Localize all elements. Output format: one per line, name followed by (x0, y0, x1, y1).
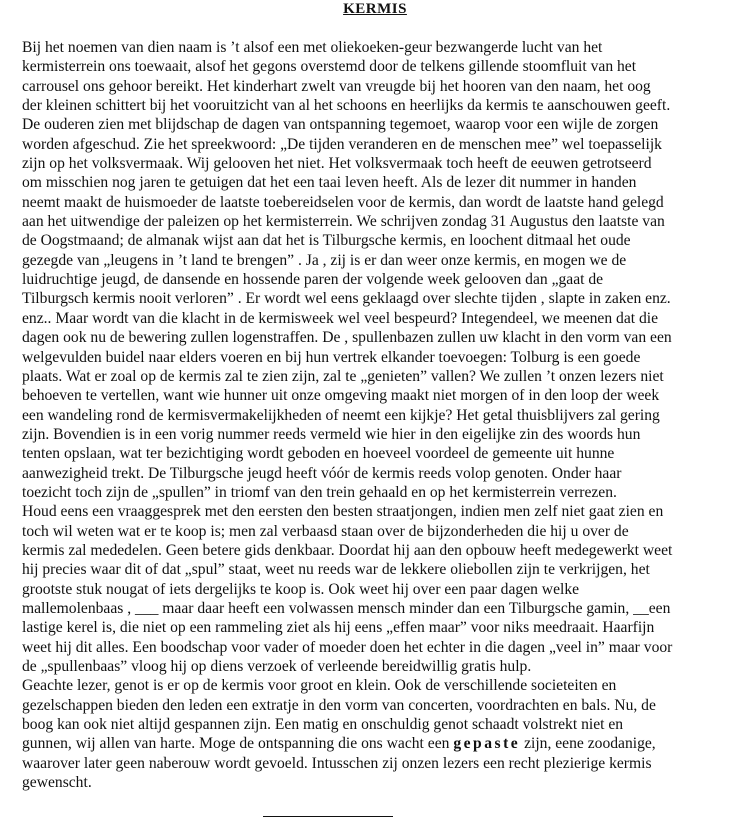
text-line-emphasis (22, 734, 734, 753)
text-line: gezegde van „leugens in ’t land te brengen” . Ja , zij is er dan weer onze kermis, en mogen we de (22, 251, 627, 269)
text-line: hij precies waar dit of dat „spul” staat, weet nu reeds war de lekkere oliebollen zijn te verkrijgen, het (22, 561, 650, 579)
text-line: luidruchtige jeugd, de dansende en hossende paren der volgende week gelooven dan „gaat de (22, 271, 604, 289)
emphasized-word: gepaste (453, 735, 521, 753)
text-line: mallemolenbaas , ___ maar daar heeft een volwassen mensch minder dan een Tilburgsche gamin, __een (22, 599, 671, 617)
text-line: om misschien nog jaren te getuigen dat het een taai leven heeft. Als de lezer dit nummer in handen (22, 174, 637, 192)
article-body (22, 38, 734, 792)
text-line: kermisterrein ons toewaait, alsof het gegons overstemd door de telkens gillende stoomfluit van het (22, 58, 637, 76)
text-line: de Oogstmaand; de almanak wijst aan dat het is Tilburgsche kermis, en loochent ditmaal het oude (22, 232, 631, 250)
text-line: Geachte lezer, genot is er op de kermis voor groot en klein. Ook de verschillende societeiten en (22, 677, 617, 695)
text-line: de „spullenbaas” vloog hij op diens verzoek of verleende bereidwillig gratis hulp. (22, 658, 532, 675)
text-line: De ouderen zien met blijdschap de dagen van ontspanning tegemoet, waarop voor een wijle de zorgen (22, 116, 659, 134)
text-line: grootste stuk nougat of iets dergelijks te koop is. Ook weet hij over een paar dagen welke (22, 580, 580, 598)
text-line: weet hij dit alles. Een boodschap voor vader of moeder doen het echter in die dagen „veel in” maar voor (22, 638, 673, 656)
text-line: lastige kerel is, die niet op een rammeling ziet als hij eens „effen maar” voor niks meedraait. Haarfijn (22, 619, 655, 637)
text-line: carrousel ons gehoor bereikt. Het kinderhart zwelt van vreugde bij het hooren van den naam, het oog (22, 77, 651, 95)
text-line: worden afgeschud. Zie het spreekwoord: „De tijden veranderen en de menschen mee” wel toepasselijk (22, 135, 662, 153)
text-line: gezelschappen bieden den leden een extratje in den vorm van concerten, voordrachten en bals. Nu, de (22, 696, 656, 714)
text-line: dagen ook nu de bewering zullen logenstraffen. De , spullenbazen zullen uw klacht in den vorm van een (22, 329, 672, 347)
text-line: tenten opslaan, wat ter bezichtiging wordt geboden en hoeveel voordeel de gemeente uit hunne (22, 445, 615, 463)
text-line: zijn op het volksvermaak. Wij gelooven het niet. Het volksvermaak toch heeft de eeuwen getrotseerd (22, 155, 652, 173)
text-line: aan het uitwendige der paleizen op het kermisterrein. We schrijven zondag 31 Augustus den laatste van (22, 213, 665, 231)
text-line: boog kan ook niet altijd gespannen zijn. Een matig en onschuldig genot schaadt volstrekt niet en (22, 716, 624, 734)
text-line: Houd eens een vraaggesprek met den eersten den besten straatjongen, indien men zelf niet gaat zien en (22, 503, 664, 521)
text-line: der kleinen schittert bij het vooruitzicht van al het schoons en heerlijks da kermis te aanschouwen geeft. (22, 97, 671, 115)
text-segment: gunnen, wij allen van harte. Moge de ontspanning die ons wacht een (22, 735, 454, 753)
text-line: welgevulden buidel naar elders voeren en bij hun vertrek elkander toevoegen: Tolburg is een goede (22, 348, 641, 366)
text-line: plaats. Wat er zoal op de kermis zal te zien zijn, zal te „genieten” vallen? We zullen ’t onzen lezers niet (22, 367, 664, 385)
text-line: aanwezigheid trekt. De Tilburgsche jeugd heeft vóór de kermis reeds volop genoten. Onder haar (22, 464, 622, 482)
text-line: Tilburgsch kermis nooit verloren” . Er wordt wel eens geklaagd over slechte tijden , slapte in zaken enz. (22, 290, 671, 308)
text-line: gewenscht. (22, 774, 92, 792)
end-rule (263, 816, 393, 817)
text-line: enz.. Maar wordt van die klacht in de kermisweek wel veel bespeurd? Integendeel, we meenen dat die (22, 309, 659, 327)
text-line: Bij het noemen van dien naam is ’t alsof een met oliekoeken-geur bezwangerde lucht van het (22, 39, 603, 56)
text-line: neemt maakt de huismoeder de laatste toebereidselen voor de kermis, dan wordt de laatste hand gelegd (22, 193, 664, 211)
article-title: KERMIS (343, 1, 407, 17)
text-line: een wandeling rond de kermisvermakelijkheden of neemt een kijkje? Het getal thuisblijvers zal gering (22, 406, 660, 424)
text-line: kermis zal mededelen. Geen betere gids denkbaar. Doordat hij aan den opbouw heeft medegewerkt weet (22, 541, 673, 559)
text-line: toezicht toch zijn de „spullen” in triomf van den trein gehaald en op het kermisterrein verrezen. (22, 483, 617, 501)
text-line: waarover later geen naberouw wordt gevoeld. Intusschen zij onzen lezers een recht plezierige kermis (22, 754, 652, 772)
text-line: behoeven te vertellen, want wie hunner uit onze omgeving maakt niet morgen of in den loop der week (22, 387, 660, 405)
text-line: toch wil weten wat er te koop is; men zal verbaasd staan over de bijzonderheden die hij u over de (22, 522, 629, 540)
text-segment: zijn, eene zoodanige, (520, 735, 656, 753)
text-line: zijn. Bovendien is in een vorig nummer reeds vermeld wie hier in den eigelijke zin des woords hun (22, 425, 641, 443)
